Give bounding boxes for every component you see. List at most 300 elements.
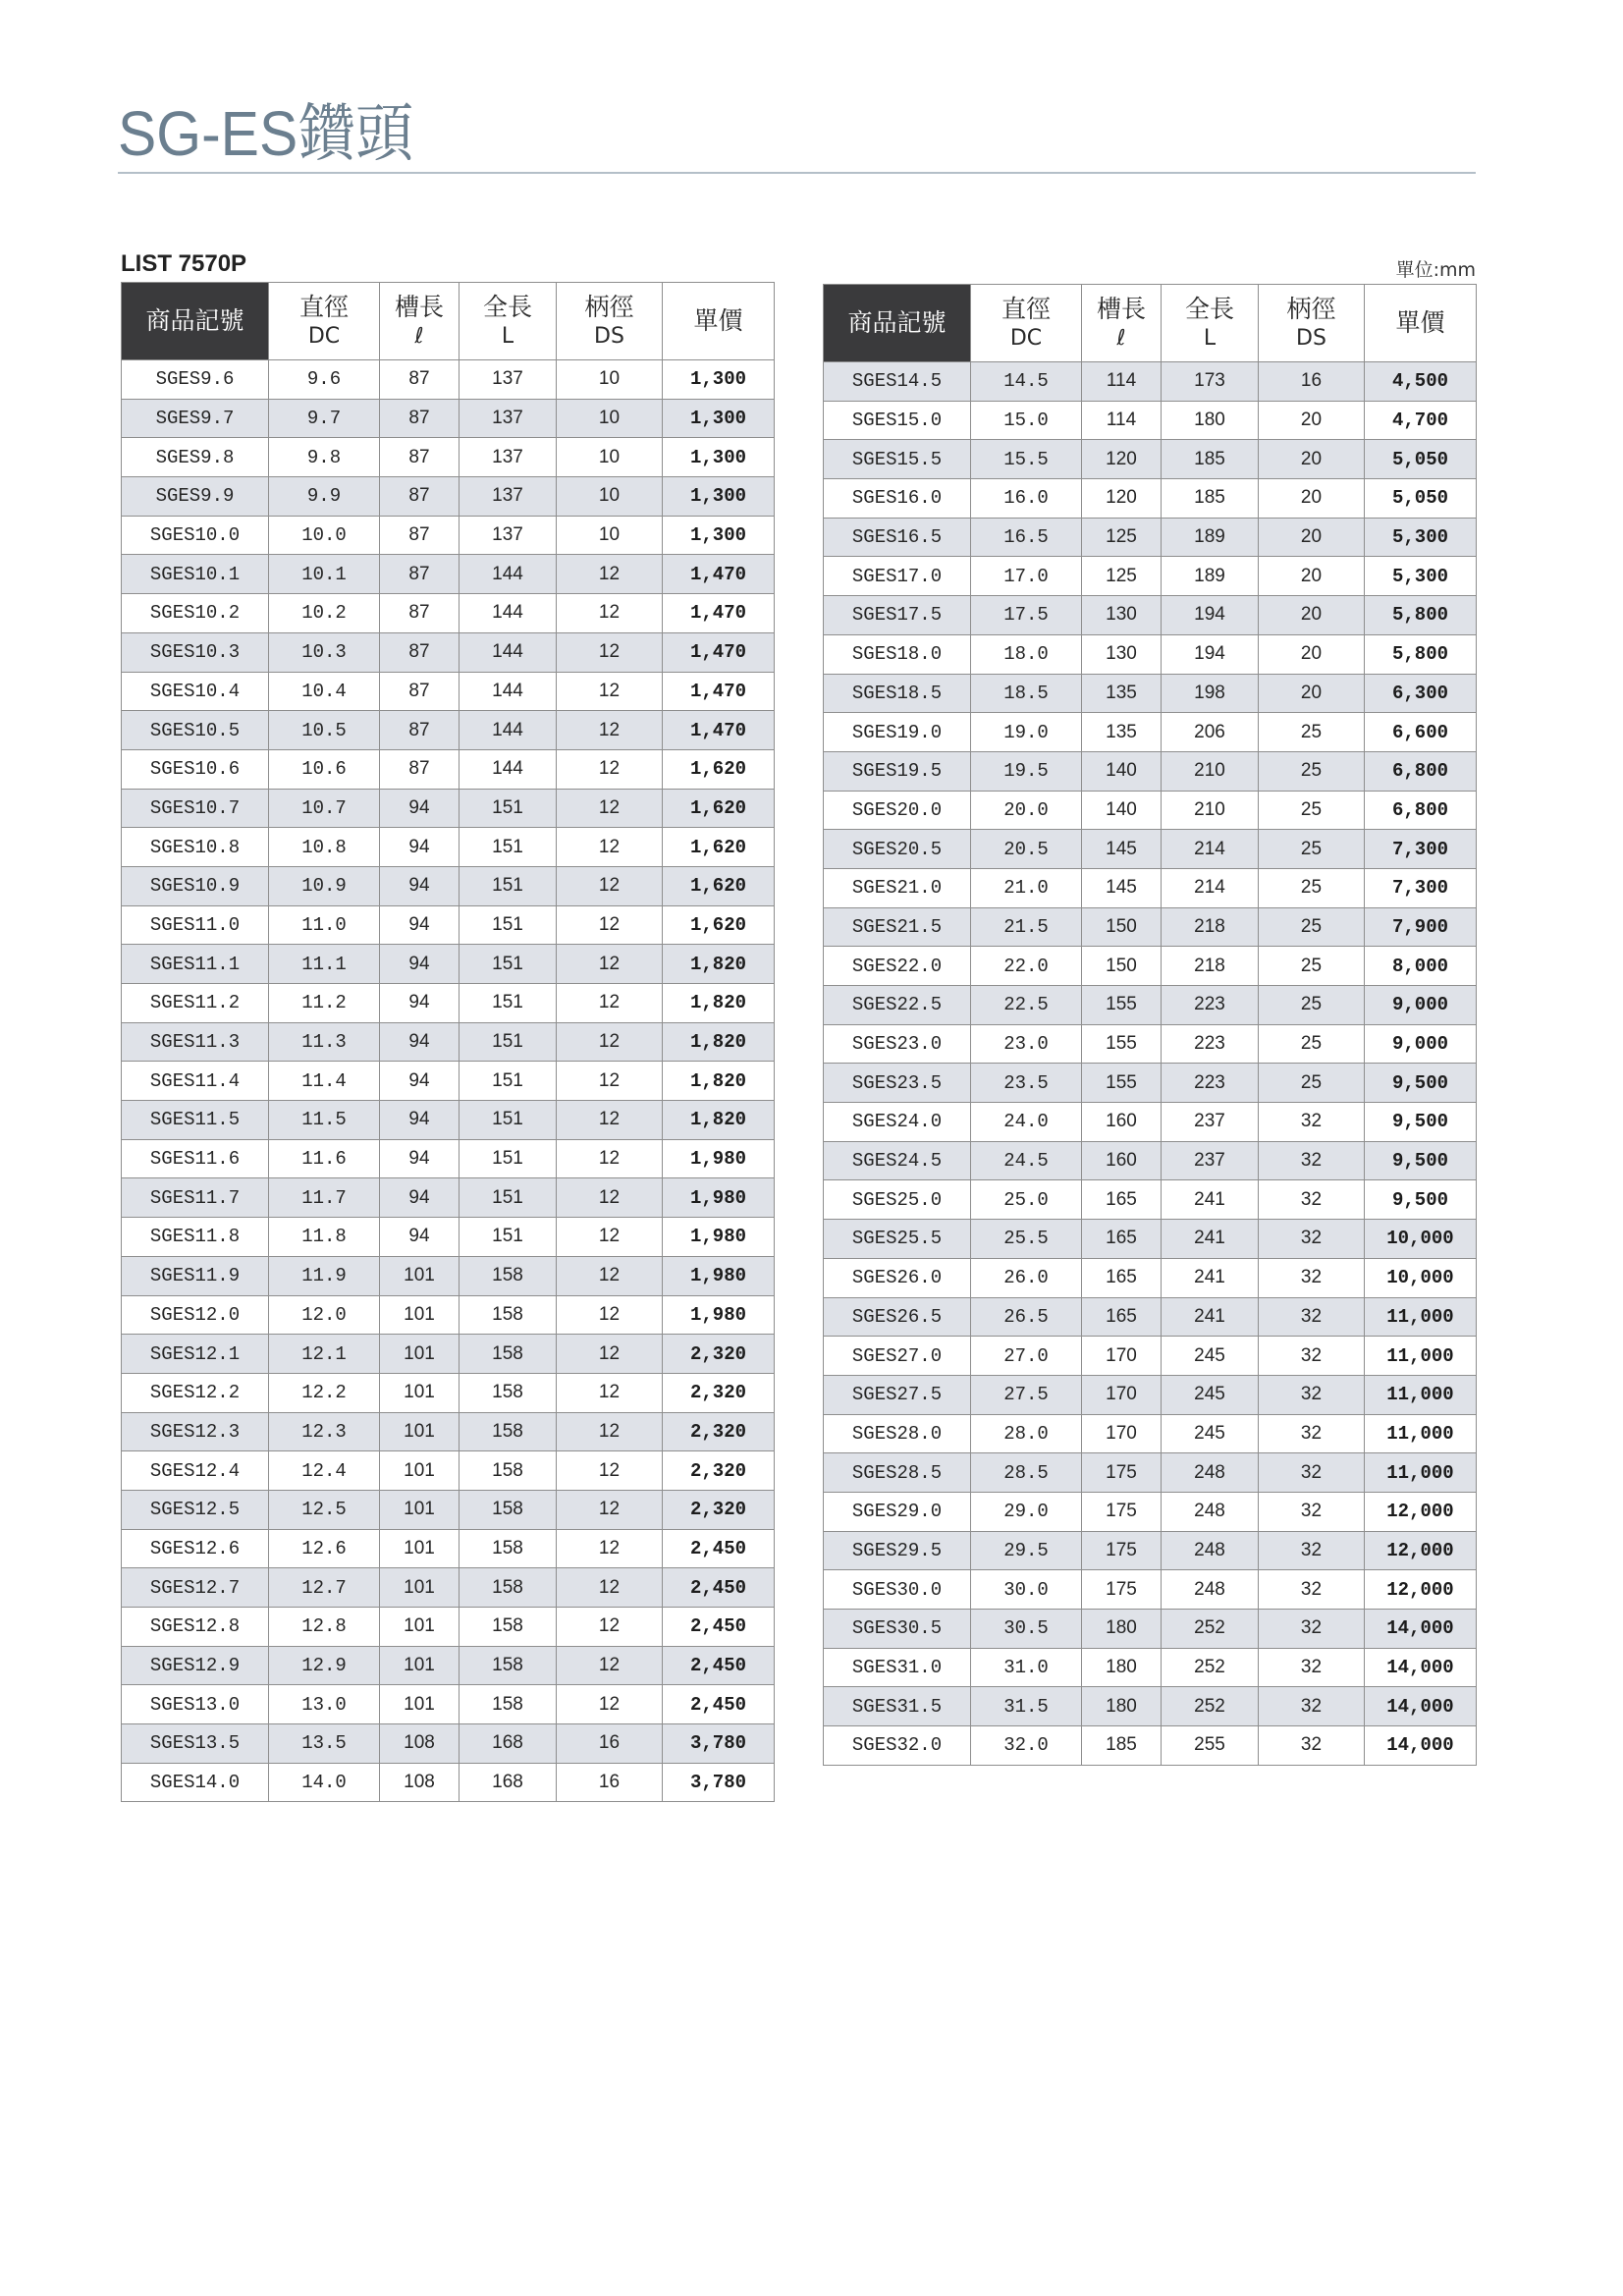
shank-diameter-cell: 32 — [1259, 1258, 1365, 1297]
diameter-cell: 12.2 — [269, 1373, 380, 1412]
flute-length-cell: 108 — [380, 1724, 460, 1764]
header-row — [122, 283, 775, 360]
overall-length-cell: 151 — [460, 828, 557, 867]
diameter-cell: 12.5 — [269, 1490, 380, 1529]
shank-diameter-cell: 32 — [1259, 1610, 1365, 1649]
shank-diameter-cell: 12 — [557, 1451, 663, 1491]
diameter-cell: 17.5 — [971, 596, 1082, 635]
diameter-cell: 29.5 — [971, 1531, 1082, 1570]
flute-length-cell: 180 — [1082, 1648, 1162, 1687]
header-label: 單價 — [693, 306, 743, 335]
flute-length-cell: 101 — [380, 1529, 460, 1568]
shank-diameter-cell: 12 — [557, 1062, 663, 1101]
product-code-cell: SGES19.5 — [824, 751, 971, 791]
flute-length-cell: 165 — [1082, 1258, 1162, 1297]
diameter-cell: 10.9 — [269, 866, 380, 905]
table-row — [122, 905, 775, 945]
overall-length-cell: 245 — [1162, 1414, 1259, 1453]
unit-price-cell: 12,000 — [1365, 1531, 1477, 1570]
product-code-cell: SGES10.3 — [122, 632, 269, 672]
unit-price-cell: 1,300 — [663, 360, 775, 400]
header-diameter — [269, 283, 380, 360]
table-row — [824, 1531, 1477, 1570]
product-code-cell: SGES11.3 — [122, 1022, 269, 1062]
flute-length-cell: 165 — [1082, 1297, 1162, 1337]
table-row — [824, 830, 1477, 869]
shank-diameter-cell: 12 — [557, 1139, 663, 1178]
overall-length-cell: 218 — [1162, 907, 1259, 947]
shank-diameter-cell: 25 — [1259, 1064, 1365, 1103]
page-title: SG-ES鑽頭 — [118, 98, 413, 169]
flute-length-cell: 145 — [1082, 868, 1162, 907]
header-unit-price — [1365, 285, 1477, 362]
flute-length-cell: 87 — [380, 438, 460, 477]
table-body — [122, 360, 775, 1802]
overall-length-cell: 194 — [1162, 634, 1259, 674]
flute-length-cell: 101 — [380, 1646, 460, 1685]
flute-length-cell: 87 — [380, 672, 460, 711]
overall-length-cell: 241 — [1162, 1258, 1259, 1297]
overall-length-cell: 151 — [460, 905, 557, 945]
unit-price-cell: 8,000 — [1365, 947, 1477, 986]
product-code-cell: SGES25.0 — [824, 1180, 971, 1220]
header-shank-diameter — [1259, 285, 1365, 362]
product-code-cell: SGES30.0 — [824, 1570, 971, 1610]
flute-length-cell: 101 — [380, 1568, 460, 1608]
header-symbol: ℓ — [1116, 326, 1126, 351]
product-code-cell: SGES12.4 — [122, 1451, 269, 1491]
unit-price-cell: 2,450 — [663, 1685, 775, 1724]
unit-price-cell: 9,500 — [1365, 1180, 1477, 1220]
flute-length-cell: 120 — [1082, 440, 1162, 479]
overall-length-cell: 241 — [1162, 1220, 1259, 1259]
shank-diameter-cell: 25 — [1259, 907, 1365, 947]
unit-price-cell: 1,300 — [663, 438, 775, 477]
unit-price-cell: 1,980 — [663, 1139, 775, 1178]
shank-diameter-cell: 12 — [557, 866, 663, 905]
shank-diameter-cell: 12 — [557, 1685, 663, 1724]
product-code-cell: SGES11.9 — [122, 1256, 269, 1295]
diameter-cell: 10.8 — [269, 828, 380, 867]
shank-diameter-cell: 32 — [1259, 1531, 1365, 1570]
shank-diameter-cell: 10 — [557, 516, 663, 555]
overall-length-cell: 252 — [1162, 1648, 1259, 1687]
header-unit-price — [663, 283, 775, 360]
overall-length-cell: 158 — [460, 1685, 557, 1724]
table-row — [824, 1570, 1477, 1610]
product-code-cell: SGES10.4 — [122, 672, 269, 711]
diameter-cell: 28.0 — [971, 1414, 1082, 1453]
table-row — [824, 1414, 1477, 1453]
unit-price-cell: 14,000 — [1365, 1610, 1477, 1649]
overall-length-cell: 158 — [460, 1490, 557, 1529]
spec-table-right — [823, 284, 1477, 1766]
shank-diameter-cell: 25 — [1259, 713, 1365, 752]
diameter-cell: 30.0 — [971, 1570, 1082, 1610]
diameter-cell: 11.4 — [269, 1062, 380, 1101]
table-row — [824, 674, 1477, 713]
flute-length-cell: 175 — [1082, 1453, 1162, 1493]
diameter-cell: 12.9 — [269, 1646, 380, 1685]
unit-price-cell: 5,800 — [1365, 596, 1477, 635]
overall-length-cell: 248 — [1162, 1531, 1259, 1570]
flute-length-cell: 165 — [1082, 1220, 1162, 1259]
diameter-cell: 10.7 — [269, 789, 380, 828]
flute-length-cell: 87 — [380, 594, 460, 633]
flute-length-cell: 120 — [1082, 479, 1162, 519]
table-row — [122, 866, 775, 905]
table-row — [824, 1180, 1477, 1220]
unit-price-cell: 1,470 — [663, 672, 775, 711]
table-row — [824, 362, 1477, 402]
overall-length-cell: 151 — [460, 866, 557, 905]
product-code-cell: SGES11.2 — [122, 984, 269, 1023]
unit-price-cell: 9,500 — [1365, 1064, 1477, 1103]
table-row — [824, 868, 1477, 907]
shank-diameter-cell: 20 — [1259, 557, 1365, 596]
unit-price-cell: 2,320 — [663, 1412, 775, 1451]
overall-length-cell: 137 — [460, 516, 557, 555]
flute-length-cell: 94 — [380, 945, 460, 984]
diameter-cell: 9.7 — [269, 399, 380, 438]
diameter-cell: 29.0 — [971, 1492, 1082, 1531]
flute-length-cell: 87 — [380, 711, 460, 750]
overall-length-cell: 151 — [460, 1022, 557, 1062]
table-row — [824, 557, 1477, 596]
table-row — [122, 399, 775, 438]
shank-diameter-cell: 12 — [557, 984, 663, 1023]
flute-length-cell: 94 — [380, 866, 460, 905]
unit-price-cell: 6,800 — [1365, 751, 1477, 791]
unit-price-cell: 7,900 — [1365, 907, 1477, 947]
flute-length-cell: 101 — [380, 1256, 460, 1295]
overall-length-cell: 151 — [460, 789, 557, 828]
shank-diameter-cell: 10 — [557, 438, 663, 477]
shank-diameter-cell: 32 — [1259, 1103, 1365, 1142]
overall-length-cell: 151 — [460, 1139, 557, 1178]
shank-diameter-cell: 32 — [1259, 1414, 1365, 1453]
flute-length-cell: 165 — [1082, 1180, 1162, 1220]
shank-diameter-cell: 16 — [557, 1724, 663, 1764]
table-row — [824, 1103, 1477, 1142]
diameter-cell: 21.0 — [971, 868, 1082, 907]
table-row — [122, 984, 775, 1023]
table-row — [122, 1568, 775, 1608]
product-code-cell: SGES11.4 — [122, 1062, 269, 1101]
shank-diameter-cell: 12 — [557, 905, 663, 945]
unit-price-cell: 11,000 — [1365, 1337, 1477, 1376]
product-code-cell: SGES12.8 — [122, 1608, 269, 1647]
shank-diameter-cell: 20 — [1259, 479, 1365, 519]
product-code-cell: SGES27.5 — [824, 1375, 971, 1414]
flute-length-cell: 94 — [380, 905, 460, 945]
overall-length-cell: 237 — [1162, 1103, 1259, 1142]
header-symbol: ℓ — [414, 324, 424, 349]
unit-price-cell: 1,620 — [663, 789, 775, 828]
flute-length-cell: 175 — [1082, 1531, 1162, 1570]
shank-diameter-cell: 12 — [557, 1256, 663, 1295]
unit-price-cell: 9,500 — [1365, 1103, 1477, 1142]
diameter-cell: 11.8 — [269, 1218, 380, 1257]
product-code-cell: SGES32.0 — [824, 1726, 971, 1766]
overall-length-cell: 214 — [1162, 830, 1259, 869]
overall-length-cell: 252 — [1162, 1687, 1259, 1726]
product-code-cell: SGES11.0 — [122, 905, 269, 945]
shank-diameter-cell: 12 — [557, 672, 663, 711]
diameter-cell: 11.7 — [269, 1178, 380, 1218]
unit-price-cell: 11,000 — [1365, 1297, 1477, 1337]
flute-length-cell: 101 — [380, 1451, 460, 1491]
unit-price-cell: 6,800 — [1365, 791, 1477, 830]
unit-price-cell: 2,450 — [663, 1529, 775, 1568]
header-symbol: L — [501, 324, 514, 349]
diameter-cell: 12.6 — [269, 1529, 380, 1568]
flute-length-cell: 160 — [1082, 1103, 1162, 1142]
product-code-cell: SGES9.9 — [122, 477, 269, 517]
overall-length-cell: 158 — [460, 1335, 557, 1374]
unit-price-cell: 11,000 — [1365, 1375, 1477, 1414]
overall-length-cell: 255 — [1162, 1726, 1259, 1766]
product-code-cell: SGES11.6 — [122, 1139, 269, 1178]
product-code-cell: SGES12.6 — [122, 1529, 269, 1568]
table-row — [824, 947, 1477, 986]
product-code-cell: SGES29.0 — [824, 1492, 971, 1531]
unit-price-cell: 12,000 — [1365, 1492, 1477, 1531]
product-code-cell: SGES9.6 — [122, 360, 269, 400]
product-code-cell: SGES13.5 — [122, 1724, 269, 1764]
shank-diameter-cell: 12 — [557, 594, 663, 633]
diameter-cell: 11.6 — [269, 1139, 380, 1178]
diameter-cell: 30.5 — [971, 1610, 1082, 1649]
diameter-cell: 9.6 — [269, 360, 380, 400]
unit-price-cell: 6,600 — [1365, 713, 1477, 752]
unit-price-cell: 1,820 — [663, 1101, 775, 1140]
overall-length-cell: 248 — [1162, 1453, 1259, 1493]
diameter-cell: 12.1 — [269, 1335, 380, 1374]
overall-length-cell: 223 — [1162, 1064, 1259, 1103]
overall-length-cell: 168 — [460, 1724, 557, 1764]
diameter-cell: 28.5 — [971, 1453, 1082, 1493]
table-row — [824, 440, 1477, 479]
overall-length-cell: 241 — [1162, 1180, 1259, 1220]
overall-length-cell: 144 — [460, 632, 557, 672]
overall-length-cell: 158 — [460, 1373, 557, 1412]
diameter-cell: 15.5 — [971, 440, 1082, 479]
unit-price-cell: 10,000 — [1365, 1258, 1477, 1297]
flute-length-cell: 101 — [380, 1373, 460, 1412]
overall-length-cell: 210 — [1162, 751, 1259, 791]
diameter-cell: 19.0 — [971, 713, 1082, 752]
unit-price-cell: 2,320 — [663, 1335, 775, 1374]
shank-diameter-cell: 32 — [1259, 1297, 1365, 1337]
product-code-cell: SGES23.5 — [824, 1064, 971, 1103]
unit-price-cell: 1,620 — [663, 905, 775, 945]
overall-length-cell: 194 — [1162, 596, 1259, 635]
unit-price-cell: 1,470 — [663, 555, 775, 594]
header-label: 柄徑 — [1286, 295, 1336, 323]
table-row — [122, 1178, 775, 1218]
diameter-cell: 10.5 — [269, 711, 380, 750]
shank-diameter-cell: 12 — [557, 1490, 663, 1529]
flute-length-cell: 155 — [1082, 986, 1162, 1025]
shank-diameter-cell: 20 — [1259, 440, 1365, 479]
header-flute-length — [380, 283, 460, 360]
product-code-cell: SGES9.8 — [122, 438, 269, 477]
diameter-cell: 24.5 — [971, 1141, 1082, 1180]
overall-length-cell: 137 — [460, 399, 557, 438]
flute-length-cell: 170 — [1082, 1337, 1162, 1376]
unit-price-cell: 2,320 — [663, 1373, 775, 1412]
table-row — [122, 1218, 775, 1257]
shank-diameter-cell: 12 — [557, 1101, 663, 1140]
table-row — [122, 1022, 775, 1062]
diameter-cell: 20.5 — [971, 830, 1082, 869]
table-row — [122, 711, 775, 750]
diameter-cell: 25.5 — [971, 1220, 1082, 1259]
flute-length-cell: 175 — [1082, 1570, 1162, 1610]
diameter-cell: 23.0 — [971, 1024, 1082, 1064]
diameter-cell: 12.0 — [269, 1295, 380, 1335]
table-row — [824, 791, 1477, 830]
flute-length-cell: 180 — [1082, 1687, 1162, 1726]
product-code-cell: SGES15.0 — [824, 401, 971, 440]
diameter-cell: 27.5 — [971, 1375, 1082, 1414]
product-code-cell: SGES30.5 — [824, 1610, 971, 1649]
unit-price-cell: 11,000 — [1365, 1453, 1477, 1493]
overall-length-cell: 185 — [1162, 479, 1259, 519]
header-label: 槽長 — [1096, 295, 1146, 323]
overall-length-cell: 245 — [1162, 1337, 1259, 1376]
diameter-cell: 27.0 — [971, 1337, 1082, 1376]
product-code-cell: SGES26.0 — [824, 1258, 971, 1297]
flute-length-cell: 150 — [1082, 907, 1162, 947]
table-row — [122, 1646, 775, 1685]
product-code-cell: SGES12.1 — [122, 1335, 269, 1374]
unit-price-cell: 14,000 — [1365, 1726, 1477, 1766]
flute-length-cell: 94 — [380, 1101, 460, 1140]
table-row — [824, 1258, 1477, 1297]
unit-price-cell: 1,620 — [663, 828, 775, 867]
flute-length-cell: 94 — [380, 1022, 460, 1062]
table-row — [122, 360, 775, 400]
table-row — [824, 1337, 1477, 1376]
flute-length-cell: 101 — [380, 1608, 460, 1647]
header-label: 全長 — [482, 293, 532, 321]
diameter-cell: 23.5 — [971, 1064, 1082, 1103]
product-code-cell: SGES13.0 — [122, 1685, 269, 1724]
header-label: 柄徑 — [584, 293, 634, 321]
unit-price-cell: 9,500 — [1365, 1141, 1477, 1180]
flute-length-cell: 87 — [380, 477, 460, 517]
unit-price-cell: 12,000 — [1365, 1570, 1477, 1610]
unit-price-cell: 1,820 — [663, 1022, 775, 1062]
shank-diameter-cell: 20 — [1259, 596, 1365, 635]
unit-price-cell: 1,980 — [663, 1295, 775, 1335]
shank-diameter-cell: 12 — [557, 632, 663, 672]
unit-price-cell: 7,300 — [1365, 868, 1477, 907]
flute-length-cell: 108 — [380, 1763, 460, 1802]
product-code-cell: SGES10.1 — [122, 555, 269, 594]
flute-length-cell: 114 — [1082, 401, 1162, 440]
overall-length-cell: 189 — [1162, 518, 1259, 557]
header-label: 直徑 — [298, 293, 349, 321]
product-code-cell: SGES23.0 — [824, 1024, 971, 1064]
shank-diameter-cell: 32 — [1259, 1570, 1365, 1610]
unit-price-cell: 5,300 — [1365, 518, 1477, 557]
unit-price-cell: 9,000 — [1365, 1024, 1477, 1064]
diameter-cell: 18.0 — [971, 634, 1082, 674]
product-code-cell: SGES17.5 — [824, 596, 971, 635]
product-code-cell: SGES10.2 — [122, 594, 269, 633]
shank-diameter-cell: 20 — [1259, 674, 1365, 713]
table-row — [122, 1412, 775, 1451]
shank-diameter-cell: 32 — [1259, 1375, 1365, 1414]
table-row — [122, 632, 775, 672]
shank-diameter-cell: 12 — [557, 1529, 663, 1568]
unit-price-cell: 3,780 — [663, 1763, 775, 1802]
flute-length-cell: 101 — [380, 1412, 460, 1451]
product-code-cell: SGES22.5 — [824, 986, 971, 1025]
shank-diameter-cell: 32 — [1259, 1648, 1365, 1687]
shank-diameter-cell: 16 — [557, 1763, 663, 1802]
table-row — [122, 945, 775, 984]
diameter-cell: 26.0 — [971, 1258, 1082, 1297]
table-row — [122, 1608, 775, 1647]
table-row — [122, 1529, 775, 1568]
flute-length-cell: 175 — [1082, 1492, 1162, 1531]
flute-length-cell: 94 — [380, 1062, 460, 1101]
table-row — [122, 594, 775, 633]
diameter-cell: 11.0 — [269, 905, 380, 945]
product-code-cell: SGES24.5 — [824, 1141, 971, 1180]
unit-price-cell: 4,500 — [1365, 362, 1477, 402]
table-row — [122, 1373, 775, 1412]
overall-length-cell: 137 — [460, 360, 557, 400]
overall-length-cell: 185 — [1162, 440, 1259, 479]
product-code-cell: SGES12.9 — [122, 1646, 269, 1685]
table-row — [824, 1220, 1477, 1259]
title-divider — [118, 172, 1476, 174]
table-row — [824, 1141, 1477, 1180]
shank-diameter-cell: 12 — [557, 555, 663, 594]
overall-length-cell: 158 — [460, 1568, 557, 1608]
diameter-cell: 10.2 — [269, 594, 380, 633]
diameter-cell: 20.0 — [971, 791, 1082, 830]
table-row — [824, 986, 1477, 1025]
diameter-cell: 11.3 — [269, 1022, 380, 1062]
unit-price-cell: 1,470 — [663, 632, 775, 672]
flute-length-cell: 101 — [380, 1295, 460, 1335]
flute-length-cell: 101 — [380, 1335, 460, 1374]
flute-length-cell: 114 — [1082, 362, 1162, 402]
flute-length-cell: 94 — [380, 984, 460, 1023]
table-row — [122, 1256, 775, 1295]
product-code-cell: SGES17.0 — [824, 557, 971, 596]
unit-price-cell: 2,450 — [663, 1646, 775, 1685]
header-label: 商品記號 — [145, 306, 244, 335]
product-code-cell: SGES12.3 — [122, 1412, 269, 1451]
unit-label: 單位:mm — [1395, 259, 1476, 281]
table-row — [122, 828, 775, 867]
overall-length-cell: 237 — [1162, 1141, 1259, 1180]
unit-price-cell: 1,470 — [663, 711, 775, 750]
shank-diameter-cell: 12 — [557, 1568, 663, 1608]
overall-length-cell: 158 — [460, 1529, 557, 1568]
shank-diameter-cell: 12 — [557, 1412, 663, 1451]
table-row — [122, 477, 775, 517]
overall-length-cell: 210 — [1162, 791, 1259, 830]
table-row — [122, 789, 775, 828]
